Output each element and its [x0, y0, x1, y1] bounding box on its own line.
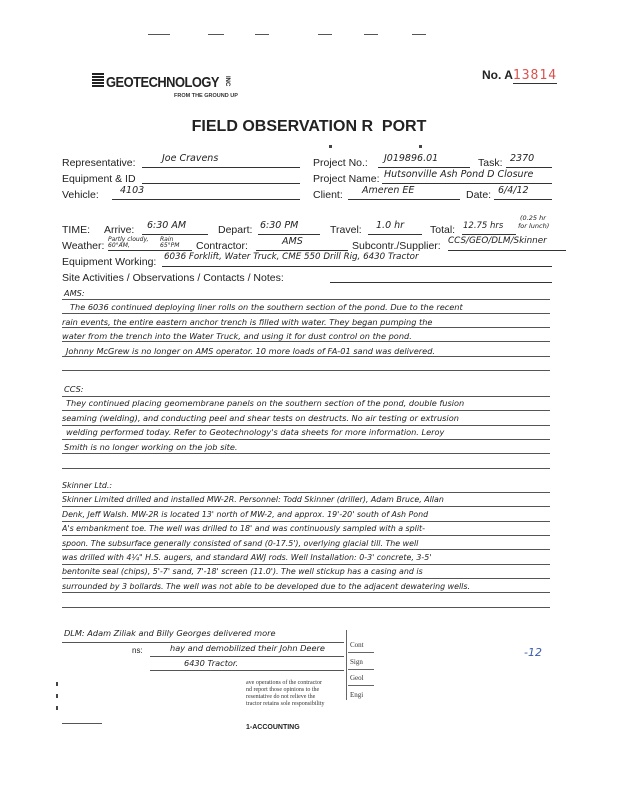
contractor-value: AMS	[282, 236, 303, 247]
contractor-label: Contractor:	[196, 240, 248, 252]
project-no-label: Project No.:	[313, 157, 368, 169]
date-value: 6/4/12	[498, 185, 529, 196]
note-line: rain events, the entire eastern anchor trench is filled with water. They began pumping the	[62, 316, 433, 327]
depart-field[interactable]	[258, 220, 320, 235]
report-number-value: 13814	[512, 68, 558, 83]
project-name-field[interactable]	[382, 169, 552, 184]
subcontractor-label: Subcontr./Supplier:	[352, 240, 441, 252]
note-line: surrounded by 3 bollards. The well was not able to be developed due to the adjacent dewatering wells.	[62, 581, 470, 591]
dlm-line-1: DLM: Adam Ziliak and Billy Georges delivered more	[64, 628, 276, 638]
client-field[interactable]	[348, 185, 460, 200]
footer-rule	[62, 723, 102, 724]
arrive-field[interactable]	[142, 220, 208, 235]
task-field[interactable]	[506, 153, 552, 168]
logo-tagline: FROM THE GROUND UP	[174, 93, 238, 99]
right-column-geol: Geol	[350, 674, 364, 682]
project-name-value: Hutsonville Ash Pond D Closure	[384, 169, 534, 180]
scan-artifact-line	[318, 34, 332, 35]
notes-section-ams	[62, 286, 550, 358]
scan-artifact-line	[255, 34, 269, 35]
total-note-line-1: (0.25 hr	[520, 214, 546, 222]
scan-artifact-line	[364, 34, 378, 35]
travel-value: 1.0 hr	[376, 220, 405, 231]
scan-edge-mark	[56, 706, 58, 710]
dlm-line-3: 6430 Tractor.	[184, 658, 239, 668]
vehicle-value: 4103	[120, 185, 145, 196]
fine-print-line: tractor retains sole responsibility	[246, 701, 325, 707]
note-line: Denk, Jeff Walsh. MW-2R is located 13' north of MW-2, and approx. 19'-20' south of Ash Pond	[62, 509, 429, 519]
note-line: A's embankment toe. The well was drilled to 18' and was continuously sampled with a split-	[62, 524, 425, 534]
note-line: Skinner Ltd.:	[62, 481, 113, 490]
right-column-cont: Cont	[350, 641, 364, 649]
vehicle-label: Vehicle:	[62, 189, 99, 201]
total-value: 12.75 hrs	[463, 221, 504, 231]
note-line: water from the trench into the Water Truck, and using it for dust control on the pond.	[62, 331, 412, 342]
equipment-id-field[interactable]	[142, 169, 300, 184]
task-label: Task:	[478, 157, 503, 169]
note-line: spoon. The subsurface generally consisted of sand (0-17.5'), overlying glacial till. The well	[62, 538, 419, 548]
right-column-rule	[348, 652, 374, 653]
scan-artifact-line	[148, 34, 170, 35]
notes-section-skinner	[62, 479, 550, 594]
right-column-rule	[348, 685, 374, 686]
right-column-rule	[348, 669, 374, 670]
equipment-working-label: Equipment Working:	[62, 256, 157, 268]
note-line: seaming (welding), and conducting peel and shear tests on destructs. No air testing or extrusion	[62, 412, 459, 423]
representative-value: Joe Cravens	[162, 153, 219, 164]
arrive-label: Arrive:	[104, 224, 135, 236]
scan-artifact-line	[412, 34, 426, 35]
scan-dot	[419, 145, 422, 148]
client-value: Ameren EE	[362, 185, 415, 196]
subcontractor-value: CCS/GEO/DLM/Skinner	[448, 236, 547, 246]
logo-suffix: INC	[224, 76, 230, 87]
subcontractor-field[interactable]	[448, 236, 566, 251]
notes-section-ccs	[62, 382, 550, 454]
note-line: Smith is no longer working on the job site.	[64, 441, 238, 452]
total-label: Total:	[430, 224, 456, 236]
depart-value: 6:30 PM	[260, 220, 299, 231]
note-line: AMS:	[64, 288, 85, 298]
date-field[interactable]	[494, 185, 552, 200]
handwritten-mark: -12	[524, 646, 542, 659]
equipment-id-label: Equipment & ID	[62, 173, 136, 185]
client-label: Client:	[313, 189, 343, 201]
report-number-prefix: No. A	[482, 68, 513, 82]
weather-pm: Rain 65°PM	[160, 236, 180, 249]
scan-edge-mark	[56, 682, 58, 686]
scan-dot	[329, 145, 332, 148]
report-number	[482, 66, 557, 84]
fine-print	[246, 680, 346, 708]
dlm-fragment: ns:	[132, 646, 143, 655]
equipment-working-field[interactable]	[162, 252, 552, 267]
total-note-line-2: for lunch)	[518, 222, 550, 230]
dlm-rule	[150, 670, 344, 671]
note-line: Skinner Limited drilled and installed MW-2R. Personnel: Todd Skinner (driller), Adam Bruce, Allan	[62, 495, 444, 505]
project-no-field[interactable]	[378, 153, 470, 168]
scan-edge-mark	[56, 694, 58, 698]
footer-copy-label: 1-ACCOUNTING	[246, 724, 300, 731]
logo-name: GEOTECHNOLOGY	[106, 74, 219, 91]
representative-label: Representative:	[62, 157, 136, 169]
travel-label: Travel:	[330, 224, 362, 236]
note-line: bentonite seal (chips), 5'-7' sand, 7'-18' screen (11.0'). The well stickup has a casing and is	[62, 567, 423, 577]
fine-print-line: ave operations of the contractor	[246, 680, 322, 686]
logo-mark-icon	[92, 73, 104, 87]
contractor-field[interactable]	[256, 236, 348, 251]
fine-print-line: resentative do not relieve the	[246, 694, 316, 700]
note-line: was drilled with 4¼" H.S. augers, and standard AWJ rods. Well Installation: 0-3' concrete, 3-5'	[62, 552, 432, 562]
weather-label: Weather:	[62, 240, 105, 252]
activities-label-line	[330, 268, 552, 283]
dlm-line-2: hay and demobilized their John Deere	[170, 643, 325, 653]
activities-label: Site Activities / Observations / Contacts / Notes:	[62, 272, 284, 284]
scan-artifact-line	[208, 34, 224, 35]
note-line: The 6036 continued deploying liner rolls on the southern section of the pond. Due to the recent	[70, 302, 463, 313]
fine-print-line: nd report those opinions to the	[246, 687, 320, 693]
representative-field[interactable]	[142, 153, 300, 168]
company-logo	[92, 70, 262, 110]
arrive-value: 6:30 AM	[147, 220, 187, 231]
equipment-working-value: 6036 Forklift, Water Truck, CME 550 Drill Rig, 6430 Tractor	[164, 252, 419, 262]
weather-am: Partly cloudy, 60°AM,	[108, 236, 149, 249]
note-line: They continued placing geomembrane panels on the southern section of the pond, double fusion	[66, 398, 465, 409]
project-no-value: J019896.01	[384, 153, 439, 164]
note-line: CCS:	[64, 384, 84, 394]
right-column-engi: Engi	[350, 691, 364, 699]
task-value: 2370	[510, 153, 535, 164]
page-title: FIELD OBSERVATION R PORT	[191, 118, 427, 135]
note-line: Johnny McGrew is no longer on AMS operator. 10 more loads of FA-01 sand was delivered.	[66, 345, 436, 356]
dlm-rule	[150, 656, 344, 657]
date-label: Date:	[466, 189, 492, 201]
travel-field[interactable]	[368, 220, 422, 235]
vehicle-field[interactable]	[112, 185, 300, 200]
project-name-label: Project Name:	[313, 173, 380, 185]
depart-label: Depart:	[218, 224, 253, 236]
note-line: welding performed today. Refer to Geotechnology's data sheets for more information. Leroy	[66, 427, 445, 438]
total-field[interactable]	[462, 220, 516, 235]
right-column-sign: Sign	[350, 658, 363, 666]
time-label: TIME:	[62, 224, 90, 236]
